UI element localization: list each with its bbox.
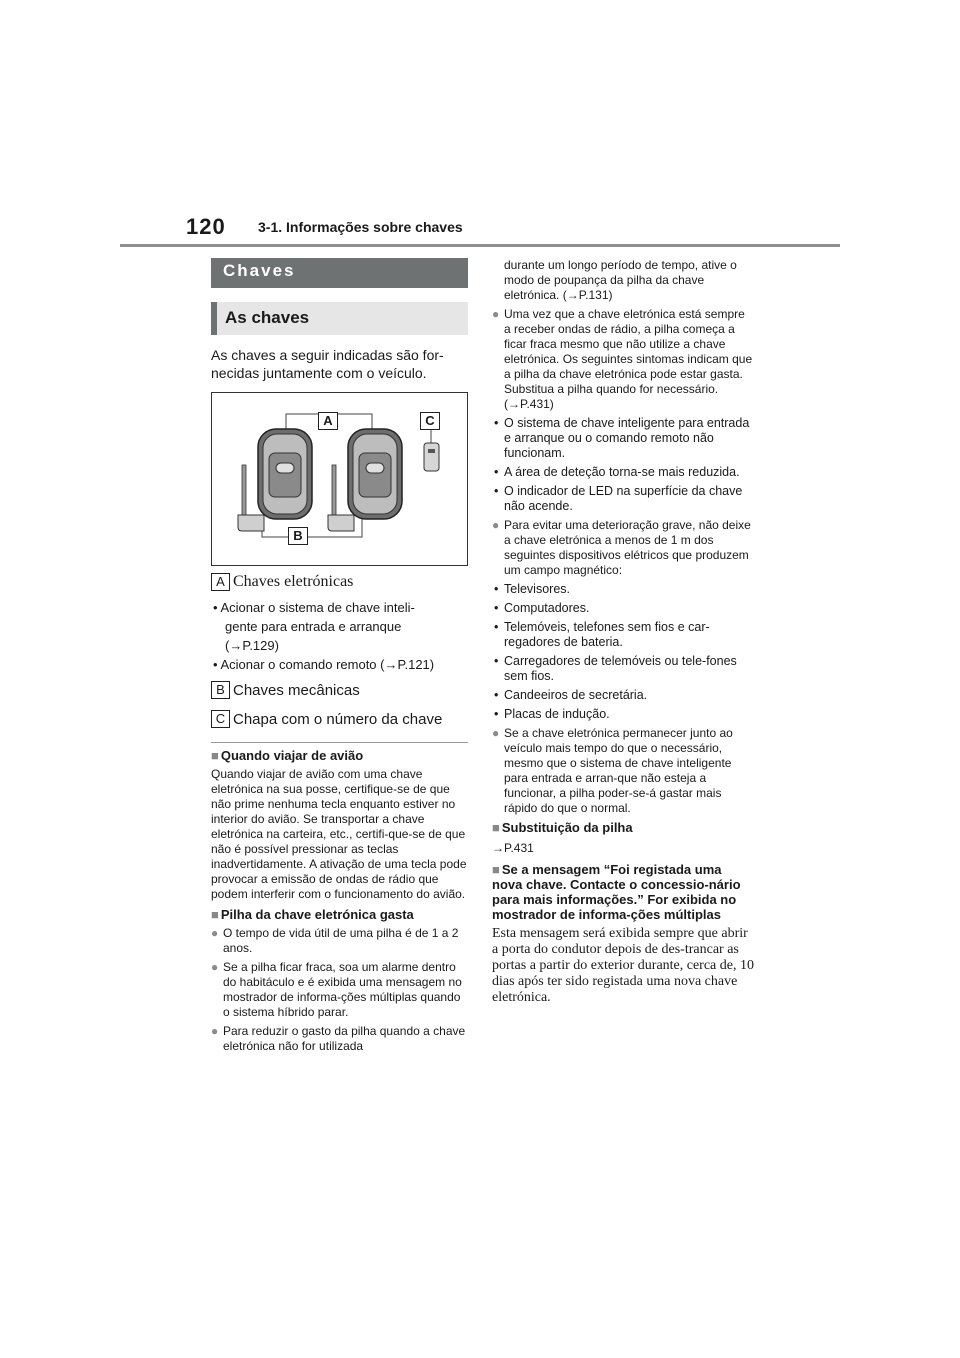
chapter-title: 3-1. Informações sobre chaves — [258, 219, 463, 235]
heading-battery-replacement: ■ Substituição da pilha — [492, 820, 754, 835]
note-low-battery-alarm: ● Se a pilha ficar fraca, soa um alarme dentro do habitáculo e é exibida uma mensagem no mostrador de informa-ções múltiplas quando o sistema híbrido parar. — [211, 960, 469, 1020]
callout-b — [211, 681, 360, 699]
keys-figure — [211, 392, 468, 566]
callout-a-bullet-1-cont: gente para entrada e arranque — [225, 619, 402, 634]
callout-c-box: C — [211, 710, 230, 728]
airplane-paragraph: Quando viajar de avião com uma chave eletrónica na sua posse, certifique-se de que não prime nenhuma tecla enquanto estiver no interior do avião. Se transportar a chave eletrónica na carteira, etc., certifi-que-se de que não é possível pressionar as teclas inadvertidamente. A ativação de uma tecla pode provocar a emissão de ondas de rádio que podem interferir com o funcionamento do avião. — [211, 767, 467, 901]
note-battery-saving: ● Para reduzir o gasto da pilha quando a chave eletrónica não for utilizada — [211, 1024, 469, 1054]
figure-label-a: A — [318, 412, 338, 430]
callout-b-text: Chaves mecânicas — [233, 681, 360, 699]
symptom-3: • O indicador de LED na superfície da chave não acende. — [492, 484, 754, 514]
subsection-title: As chaves — [211, 302, 468, 335]
heading-new-key-message: ■ Se a mensagem “Foi registada uma nova chave. Contacte o concessio-nário para mais informações.” For exibida no mostrador de informa-ções múltiplas — [492, 862, 754, 922]
symptom-1: • O sistema de chave inteligente para entrada e arranque ou o comando remoto não funcionam. — [492, 416, 754, 461]
callout-c — [211, 710, 442, 728]
heading-airplane: ■ Quando viajar de avião — [211, 748, 469, 763]
device-6: • Placas de indução. — [492, 707, 754, 722]
callout-a-bullet-1: • Acionar o sistema de chave inteli- — [213, 600, 415, 615]
bullet-text: Acionar o comando remoto (→P.121) — [220, 657, 435, 672]
callout-a-box: A — [211, 573, 230, 591]
callout-a-bullet-1-ref: (→P.129) — [225, 638, 279, 653]
right-column-notes — [492, 258, 754, 1006]
device-2: • Computadores. — [492, 601, 754, 616]
note-battery-life: ● O tempo de vida útil de uma pilha é de 1 a 2 anos. — [211, 926, 469, 956]
page-number: 120 — [186, 214, 226, 239]
callout-b-box: B — [211, 681, 230, 699]
left-column-notes — [211, 748, 469, 1054]
battery-replacement-ref: →P.431 — [492, 841, 534, 855]
figure-label-c: C — [420, 412, 440, 430]
callout-a-text: Chaves eletrónicas — [233, 573, 354, 590]
device-3: • Telemóveis, telefones sem fios e car-regadores de bateria. — [492, 620, 754, 650]
bullet-text: Acionar o sistema de chave inteli- — [220, 600, 415, 615]
note-magnetic-field: ● Para evitar uma deterioração grave, não deixe a chave eletrónica a menos de 1 m dos seguintes dispositivos elétricos que produzem um campo magnético: — [492, 518, 754, 578]
note-near-vehicle: ● Se a chave eletrónica permanecer junto ao veículo mais tempo do que o necessário, mesmo que o sistema de chave inteligente para entrada e arran-que não esteja a funcionar, a pilha poder-se-á gastar mais rápido do que o normal. — [492, 726, 754, 816]
callout-c-text: Chapa com o número da chave — [233, 710, 443, 728]
figure-label-b: B — [288, 527, 308, 545]
note-radio-waves: ● Uma vez que a chave eletrónica está sempre a receber ondas de rádio, a pilha começa a ficar fraca mesmo que não utilize a chave eletrónica. Os seguintes sintomas indicam que a pilha da chave eletrónica pode estar gasta. Substitua a pilha quando for necessário. (→P.431) — [492, 307, 754, 412]
section-title: Chaves — [211, 258, 468, 288]
intro-text: As chaves a seguir indicadas são fornecidas juntamente com o veículo. — [211, 347, 444, 381]
new-key-message-paragraph: Esta mensagem será exibida sempre que abrir a porta do condutor depois de des-trancar as portas a partir do exterior durante, cerca de, 10 dias após ter sido registada uma nova chave eletrónica. — [492, 926, 754, 1005]
callout-a-bullet-2: • Acionar o comando remoto (→P.121) — [213, 657, 435, 672]
device-5: • Candeeiros de secretária. — [492, 688, 754, 703]
header-rule — [120, 244, 840, 247]
device-4: • Carregadores de telemóveis ou tele-fones sem fios. — [492, 654, 754, 684]
device-1: • Televisores. — [492, 582, 754, 597]
symptom-2: • A área de deteção torna-se mais reduzida. — [492, 465, 754, 480]
heading-battery-depleted: ■ Pilha da chave eletrónica gasta — [211, 907, 469, 922]
section-divider — [211, 742, 468, 743]
battery-saving-continued: durante um longo período de tempo, ative o modo de poupança da pilha da chave eletrónica. (→P.131) — [504, 258, 737, 302]
callout-a — [211, 573, 353, 591]
